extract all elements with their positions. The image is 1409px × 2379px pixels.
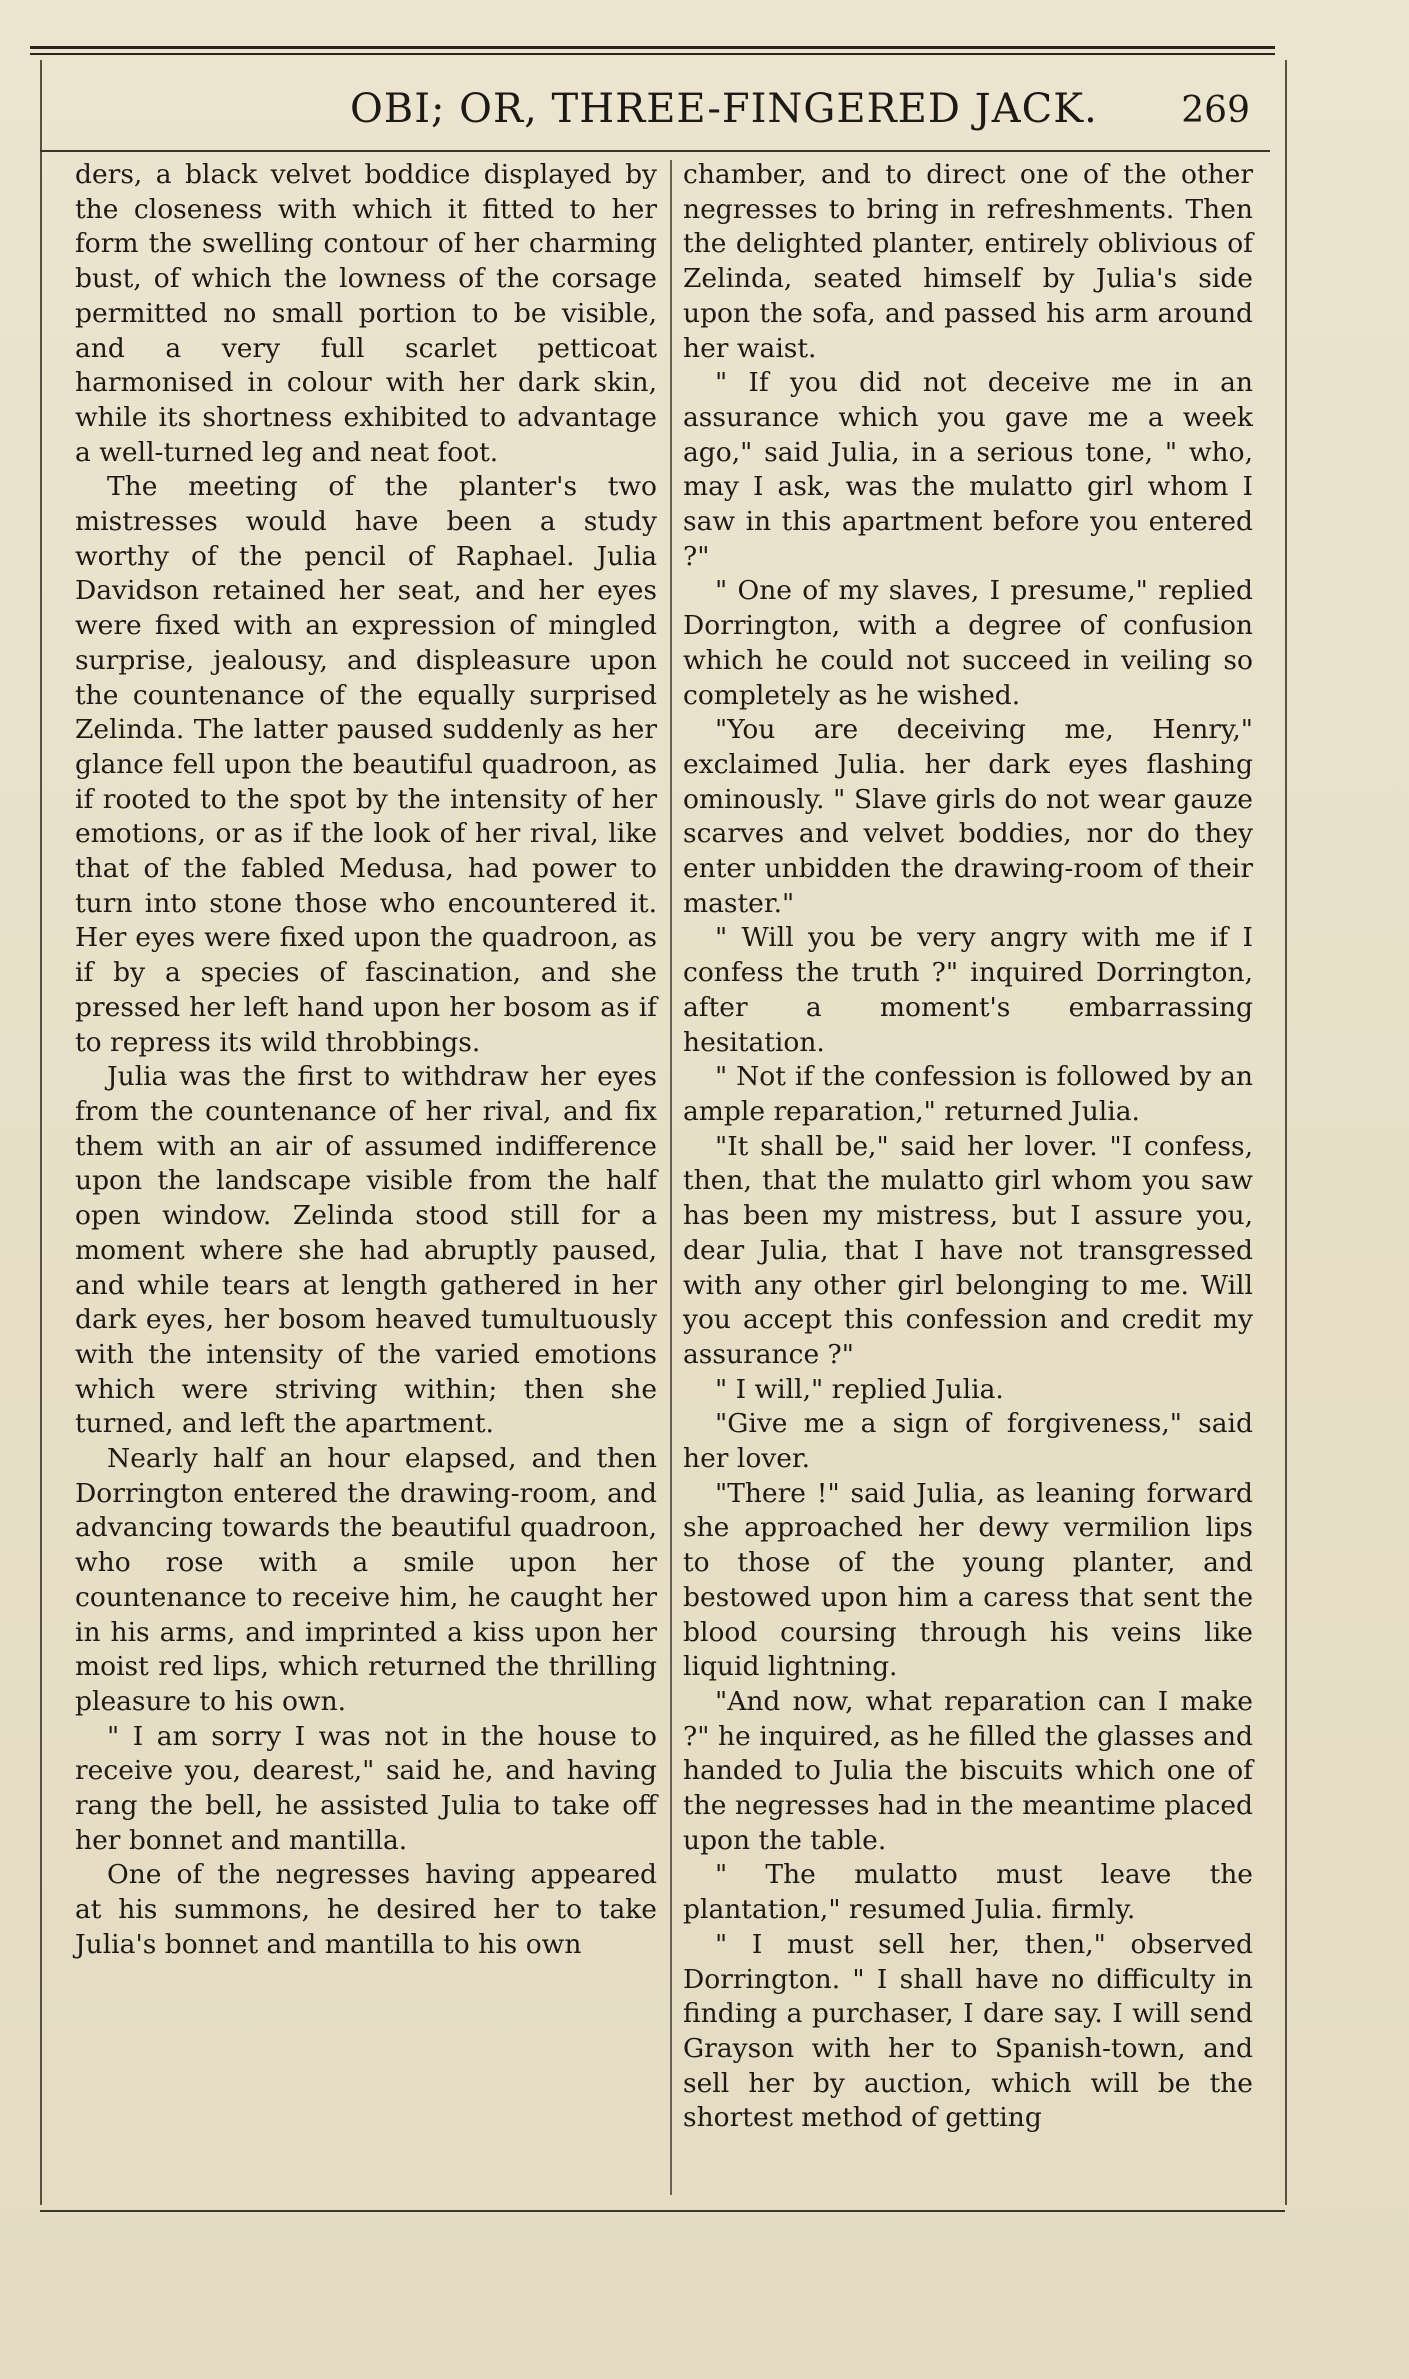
paragraph: " The mulatto must leave the plantation," resumed Julia. firmly. bbox=[683, 1859, 1253, 1926]
top-rule-secondary bbox=[30, 53, 1275, 55]
running-title: OBI; OR, THREE-FINGERED JACK. bbox=[350, 86, 1098, 132]
paragraph: "It shall be," said her lover. "I confess, then, that the mulatto girl whom you saw has been my mistress, but I assure you, dear Julia, that I have not transgressed with any other girl belonging to me. Will you accept this confession and credit my assurance ?" bbox=[683, 1130, 1253, 1370]
paragraph: The meeting of the planter's two mistresses would have been a study worthy of the pencil of Raphael. Julia Davidson retained her seat, and her eyes were fixed with an expression of mingled surprise, jealousy, and displeasure upon the countenance of the equally surprised Zelinda. The latter paused suddenly as her glance fell upon the beautiful quadroon, as if rooted to the spot by the intensity of her emotions, or as if the look of her rival, like that of the fabled Medusa, had power to turn into stone those who encountered it. Her eyes were fixed upon the quadroon, as if by a species of fascination, and she pressed her left hand upon her bosom as if to repress its wild throbbings. bbox=[75, 471, 657, 1058]
paragraph: " I am sorry I was not in the house to receive you, dearest," said he, and having rang the bell, he assisted Julia to take off her bonnet and mantilla. bbox=[75, 1720, 657, 1856]
paragraph: ders, a black velvet boddice displayed by the closeness with which it fitted to her form the swelling contour of her charming bust, of which the lowness of the corsage permitted no small portion to be visible, and a very full scarlet petticoat harmonised in colour with her dark skin, while its shortness exhibited to advantage a well-turned leg and neat foot. bbox=[75, 159, 657, 468]
paragraph: Nearly half an hour elapsed, and then Dorrington entered the drawing-room, and advancing towards the beautiful quadroon, who rose with a smile upon her countenance to receive him, he caught her in his arms, and imprinted a kiss upon her moist red lips, which returned the thrilling pleasure to his own. bbox=[75, 1443, 657, 1717]
left-column bbox=[75, 158, 657, 1963]
header-rule bbox=[40, 150, 1270, 152]
paragraph: " I will," replied Julia. bbox=[715, 1373, 1004, 1405]
paragraph: " Will you be very angry with me if I confess the truth ?" inquired Dorrington, after a moment's embarrassing hesitation. bbox=[683, 922, 1253, 1058]
page-header bbox=[330, 86, 1270, 146]
paragraph: "And now, what reparation can I make ?" he inquired, as he filled the glasses and handed to Julia the biscuits which one of the negresses had in the meantime placed upon the table. bbox=[683, 1685, 1253, 1856]
paragraph: " I must sell her, then," observed Dorrington. " I shall have no difficulty in finding a purchaser, I dare say. I will send Grayson with her to Spanish-town, and sell her by auction, which will be the shortest method of getting bbox=[683, 1928, 1253, 2134]
paragraph: Julia was the first to withdraw her eyes from the countenance of her rival, and fix them with an air of assumed indifference upon the landscape visible from the half open window. Zelinda stood still for a moment where she had abruptly paused, and while tears at length gathered in her dark eyes, her bosom heaved tumultuously with the intensity of the varied emotions which were striving within; then she turned, and left the apartment. bbox=[75, 1061, 657, 1440]
paragraph: "Give me a sign of forgiveness," said her lover. bbox=[683, 1408, 1253, 1475]
bottom-rule bbox=[40, 2210, 1285, 2212]
paragraph: " Not if the confession is followed by an ample reparation," returned Julia. bbox=[683, 1061, 1253, 1127]
paragraph: chamber, and to direct one of the other negresses to bring in refreshments. Then the delighted planter, entirely oblivious of Zelinda, seated himself by Julia's side upon the sofa, and passed his arm around her waist. bbox=[683, 159, 1253, 364]
paragraph: " If you did not deceive me in an assurance which you gave me a week ago," said Julia, in a serious tone, " who, may I ask, was the mulatto girl whom I saw in this apartment before you entered ?" bbox=[683, 367, 1253, 572]
left-margin-line bbox=[40, 60, 42, 2205]
paragraph: "There !" said Julia, as leaning forward she approached her dewy vermilion lips to those of the young planter, and bestowed upon him a caress that sent the blood coursing through his veins like liquid lightning. bbox=[683, 1477, 1253, 1683]
top-rule bbox=[30, 46, 1275, 49]
column-divider bbox=[670, 160, 672, 2195]
page-number: 269 bbox=[1181, 90, 1250, 131]
paragraph: " One of my slaves, I presume," replied Dorrington, with a degree of confusion which he could not succeed in veiling so completely as he wished. bbox=[683, 575, 1253, 711]
paragraph: One of the negresses having appeared at his summons, he desired her to take Julia's bonnet and mantilla to his own bbox=[75, 1859, 657, 1960]
right-margin-line bbox=[1285, 60, 1287, 2205]
right-column bbox=[683, 158, 1253, 2136]
paragraph: "You are deceiving me, Henry," exclaimed Julia. her dark eyes flashing ominously. " Slave girls do not wear gauze scarves and velvet boddies, nor do they enter unbidden the drawing-room of their master." bbox=[683, 714, 1253, 919]
